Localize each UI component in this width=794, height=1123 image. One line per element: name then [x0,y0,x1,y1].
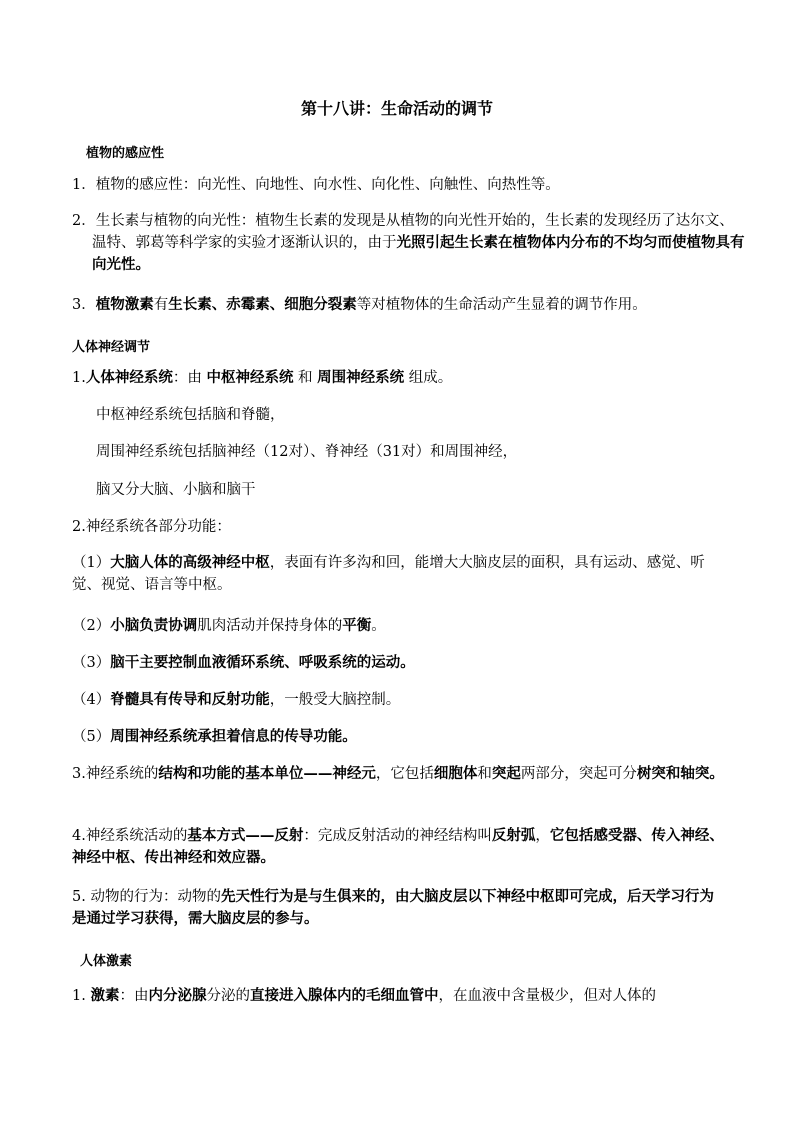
text-run: （1） [72,555,111,571]
bold-run: 周围神经系统承担着信息的传导功能。 [110,728,357,745]
paragraph-nerve-5 [72,886,726,930]
text-run: ：由 [119,988,149,1004]
text-run: 两部分，突起可分 [520,766,637,782]
bold-run: 脊髓具有传导和反射功能 [110,691,270,708]
function-item-5 [72,726,726,748]
text-run: ：由 [172,370,207,386]
text-run: （2） [72,618,111,634]
text-run: （3） [72,655,111,671]
text-run: 组成。 [404,370,453,386]
text-run: 2．生长素与植物的向光性：植物生长素的发现是从植物的向光性开始的，生长素的发现经历了达尔文、温特、郭葛等科学家的实验才逐渐认识的，由于 [72,213,734,251]
bold-run: 平衡 [342,617,372,634]
bold-run: 中枢神经系统 [206,369,294,386]
bold-run: 树突和轴突。 [636,765,724,782]
section-heading-plant: 植物的感应性 [86,146,165,161]
bold-run: 突起 [491,765,521,782]
text-run: ，在血液中含量极少，但对人体的 [438,988,656,1004]
text-run: 等对植物体的生命活动产生显着的调节作用。 [356,297,647,313]
bold-run: 内分泌腺 [148,987,207,1004]
bold-run: 反射弧 [491,827,536,844]
text-run: 。 [371,618,386,634]
paragraph-plant-3 [72,294,726,316]
text-run: 5. 动物的行为：动物的 [72,889,221,905]
paragraph-nerve-1b: 周围神经系统包括脑神经（12对）、脊神经（31对）和周围神经， [96,444,518,460]
bold-run: 人体神经系统 [85,369,173,386]
bold-run: 生长素、赤霉素、细胞分裂素 [168,296,357,313]
bold-run: 脑干主要控制血液循环系统、呼吸系统的运动。 [110,654,415,671]
text-run: ，表面有许多沟和回，能增大大脑皮层的面积，具有运动、感觉、听觉、视觉、语言等中枢。 [72,555,705,593]
function-item-4 [72,689,726,711]
bold-run: 大脑人体的高级神经中枢 [110,554,270,571]
paragraph-nerve-3 [72,763,726,785]
function-item-3 [72,652,726,674]
function-item-2 [72,615,726,637]
text-run: ， [535,828,550,844]
bold-run: 周围神经系统 [317,369,405,386]
text-run: ：完成反射活动的神经结构叫 [303,828,492,844]
paragraph-nerve-1 [72,367,726,389]
bold-run: 直接进入腺体内的毛细血管中 [249,987,439,1004]
text-run: ，一般受大脑控制。 [269,692,401,708]
paragraph-plant-1: 1．植物的感应性：向光性、向地性、向水性、向化性、向触性、向热性等。 [72,177,560,193]
bold-run: 小脑负责协调 [110,617,198,634]
text-run: 4.神经系统活动的 [72,828,188,844]
bold-run: 它包括感受器、传入神经、神经中枢、传出神经和效应器。 [72,827,724,866]
text-run: 和 [477,766,492,782]
text-run: 1. [72,988,91,1004]
text-run: 3.神经系统的 [72,766,159,782]
paragraph-nerve-1a: 中枢神经系统包括脑和脊髓， [96,407,285,423]
text-run: （4） [72,692,111,708]
paragraph-nerve-1c: 脑又分大脑、小脑和脑干 [96,482,256,498]
bold-run: 光照引起生长素在植物体内分布的不均匀而使植物具有向光性。 [92,234,745,273]
section-heading-hormone: 人体激素 [80,954,133,969]
paragraph-hormone-1 [72,985,726,1007]
section-heading-nerve: 人体神经调节 [72,340,151,355]
function-item-1 [72,552,726,596]
text-run: 3． [72,297,96,313]
text-run: 分泌的 [206,988,250,1004]
paragraph-nerve-2: 2.神经系统各部分功能： [72,519,231,535]
bold-run: 细胞体 [433,765,478,782]
text-run: ，它包括 [375,766,434,782]
text-run: 1. [72,370,86,386]
bold-run: 结构和功能的基本单位——神经元 [158,765,376,782]
text-run: （5） [72,729,111,745]
text-run: 和 [293,370,318,386]
page-title: 第十八讲：生命活动的调节 [300,99,493,118]
bold-run: 先天性行为是与生俱来的，由大脑皮层以下神经中枢即可完成，后天学习行为是通过学习获得，需大脑皮层的参与。 [72,888,714,927]
text-run: 肌肉活动并保持身体的 [197,618,343,634]
paragraph-plant-2 [72,210,746,276]
text-run: 有 [153,297,169,313]
paragraph-nerve-4 [72,825,726,869]
bold-run: 激素 [90,987,120,1004]
bold-run: 基本方式——反射 [187,827,304,844]
bold-run: 植物激素 [95,296,154,313]
